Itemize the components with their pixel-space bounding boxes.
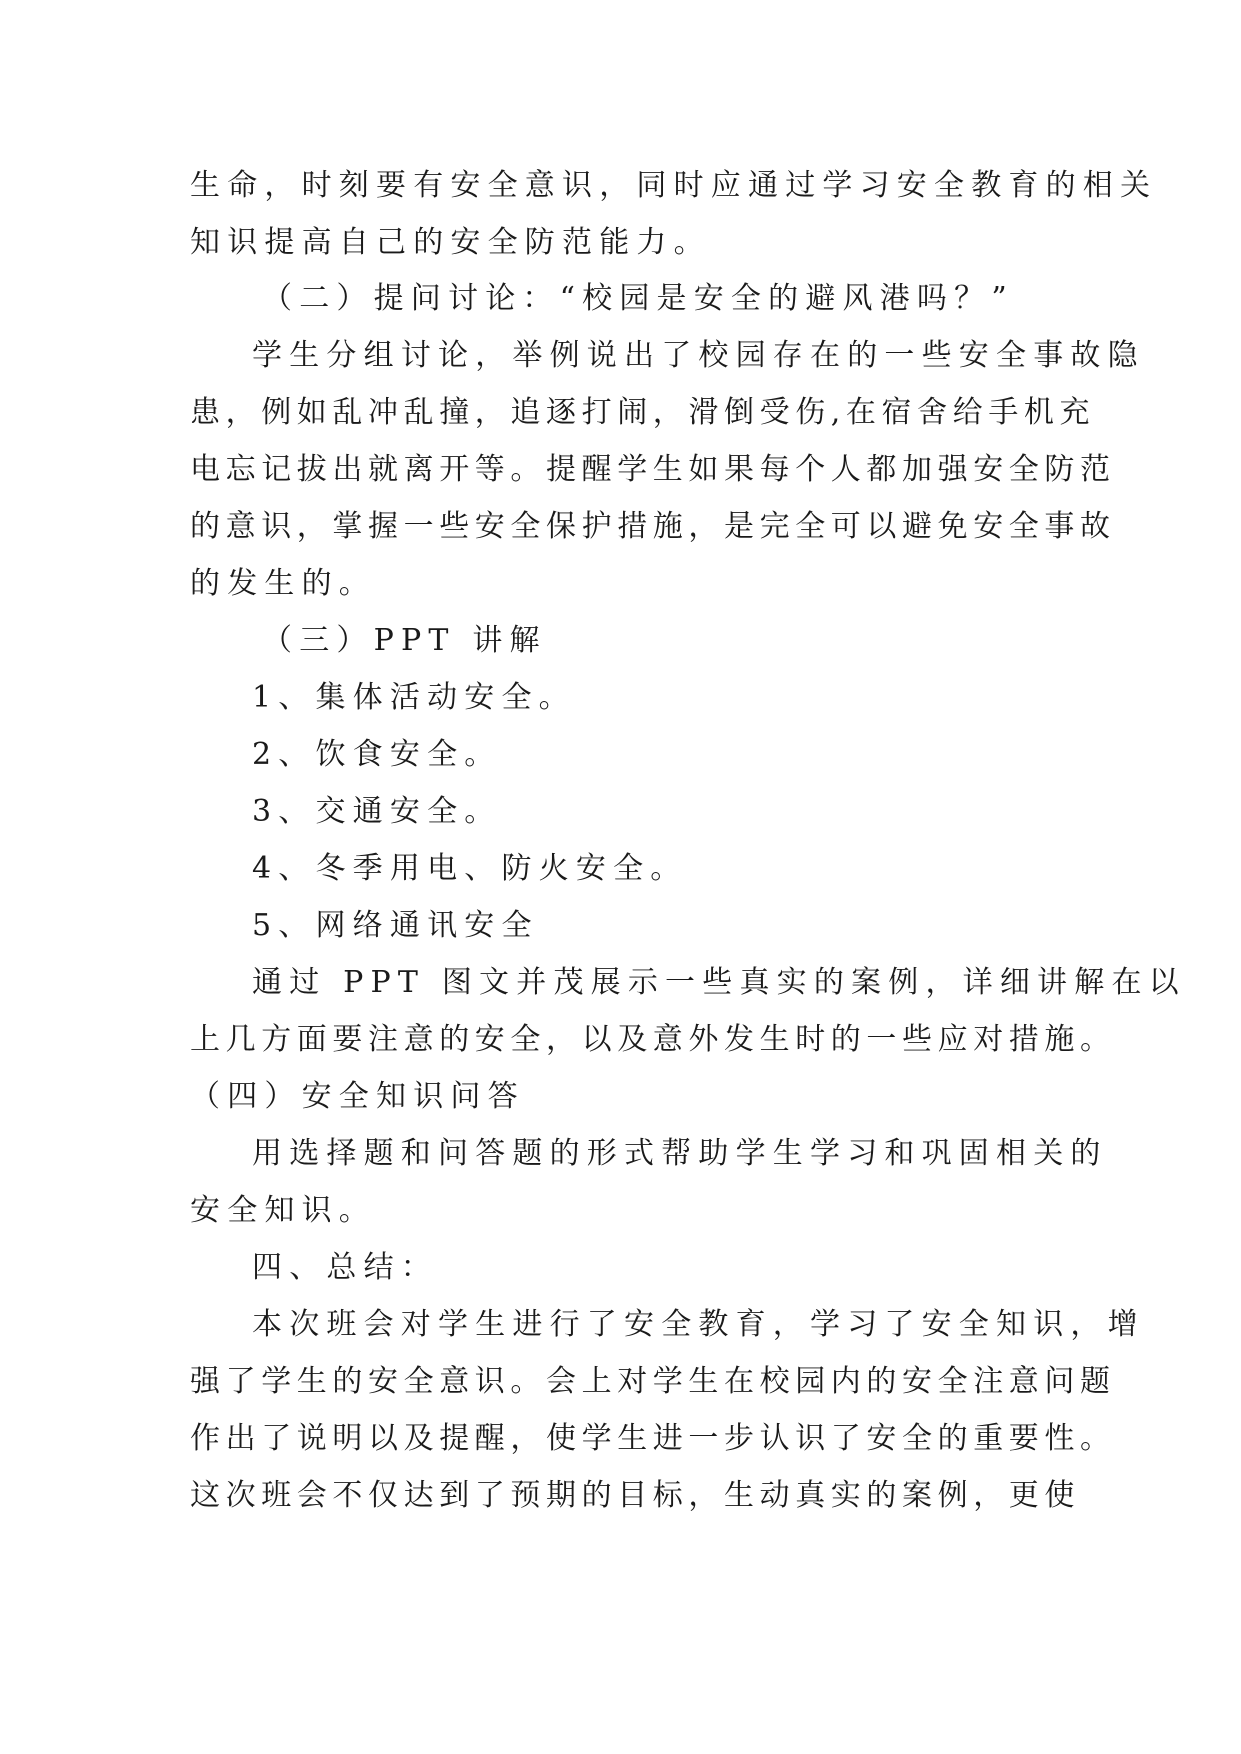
section-heading-2: （二）提问讨论：“校园是安全的避风港吗？” <box>262 281 1014 316</box>
text-line-2: 知识提高自己的安全防范能力。 <box>190 225 711 260</box>
text-line-23: 作出了说明以及提醒，使学生进一步认识了安全的重要性。 <box>190 1421 1116 1456</box>
text-line-5: 患，例如乱冲乱撞，追逐打闹，滑倒受伤,在宿舍给手机充 <box>190 395 1096 430</box>
text-line-18: 用选择题和问答题的形式帮助学生学习和巩固相关的 <box>252 1136 1108 1171</box>
text-line-8: 的发生的。 <box>190 566 376 601</box>
text-line-19: 安全知识。 <box>190 1193 376 1228</box>
text-line-4: 学生分组讨论，举例说出了校园存在的一些安全事故隐 <box>252 338 1145 373</box>
text-line-21: 本次班会对学生进行了安全教育，学习了安全知识，增 <box>252 1307 1145 1342</box>
section-heading-3: （三）PPT 讲解 <box>262 623 547 658</box>
list-item-1: 1、集体活动安全。 <box>252 680 576 715</box>
text-line-22: 强了学生的安全意识。会上对学生在校园内的安全注意问题 <box>190 1364 1116 1399</box>
text-line-7: 的意识，掌握一些安全保护措施，是完全可以避免安全事故 <box>190 509 1116 544</box>
text-line-15: 通过 PPT 图文并茂展示一些真实的案例，详细讲解在以 <box>252 965 1186 1000</box>
text-line-16: 上几方面要注意的安全，以及意外发生时的一些应对措施。 <box>190 1022 1116 1057</box>
section-heading-4: （四）安全知识问答 <box>190 1079 525 1114</box>
text-line-1: 生命，时刻要有安全意识，同时应通过学习安全教育的相关 <box>190 168 1158 203</box>
summary-heading: 四、总结： <box>252 1250 438 1285</box>
list-item-5: 5、网络通讯安全 <box>252 908 539 943</box>
text-line-6: 电忘记拔出就离开等。提醒学生如果每个人都加强安全防范 <box>190 452 1116 487</box>
text-line-24: 这次班会不仅达到了预期的目标，生动真实的案例，更使 <box>190 1478 1080 1513</box>
list-item-4: 4、冬季用电、防火安全。 <box>252 851 688 886</box>
list-item-2: 2、饮食安全。 <box>252 737 502 772</box>
list-item-3: 3、交通安全。 <box>252 794 502 829</box>
